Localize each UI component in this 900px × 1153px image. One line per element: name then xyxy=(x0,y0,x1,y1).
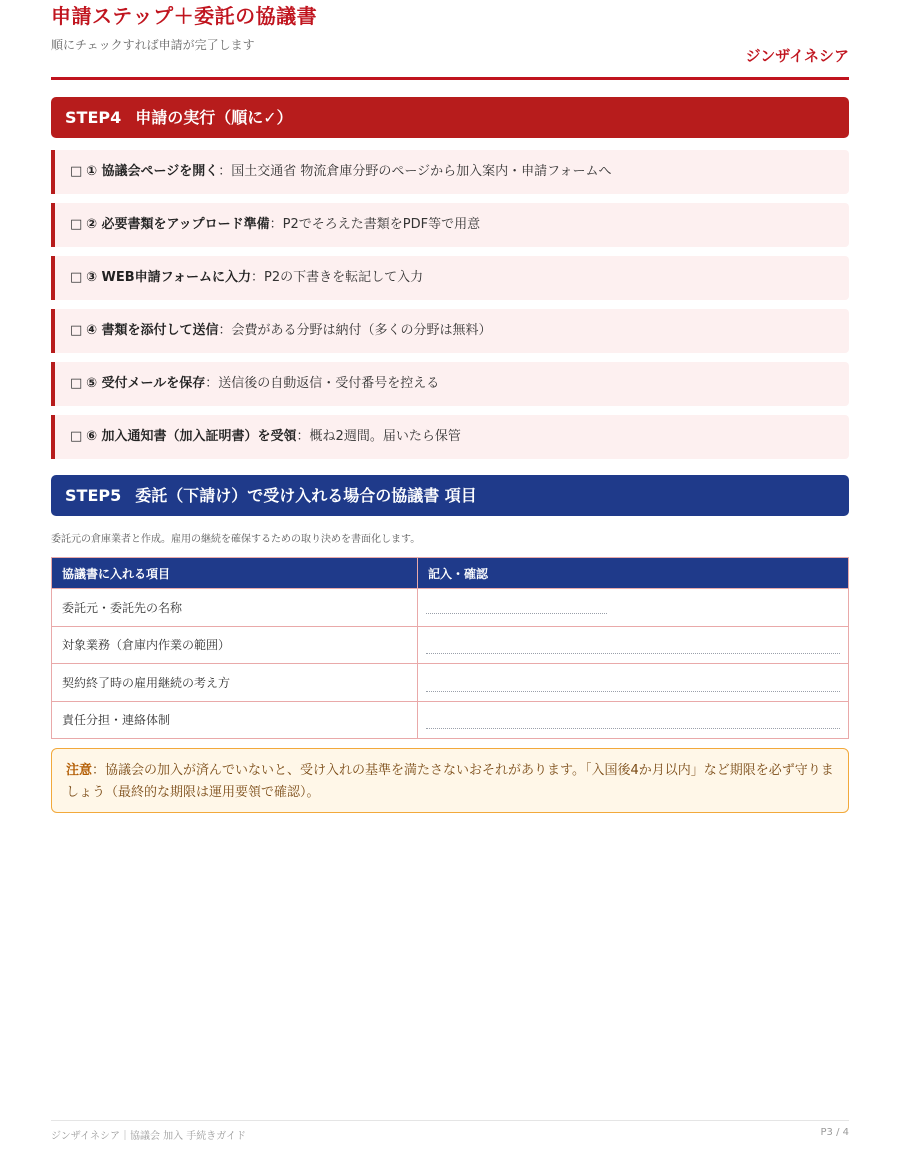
brand-name: ジンザイネシア xyxy=(745,47,849,65)
checkbox-icon[interactable]: □ xyxy=(70,376,83,391)
checklist-item-text: ：P2の下書きを転記して入力 xyxy=(251,270,424,285)
footer-guide-name: ジンザイネシア｜協議会 加入 手続きガイド xyxy=(51,1131,247,1142)
checklist-item-lead: ④ 書類を添付して送信 xyxy=(86,323,219,338)
caution-text: ：協議会の加入が済んでいないと、受け入れの基準を満たさないおそれがあります。「入国後4か月以内」など期限を必ず守りましょう（最終的な期限は運用要領で確認）。 xyxy=(66,763,834,800)
table-cell-entry[interactable] xyxy=(418,664,849,702)
checklist-item-receive-notice[interactable] xyxy=(51,415,849,459)
checklist-item-text: ：概ね2週間。届いたら保管 xyxy=(296,429,461,444)
step4-title: 申請の実行（順に✓） xyxy=(135,108,293,127)
table-cell-entry[interactable] xyxy=(418,589,849,627)
table-header-row xyxy=(52,558,849,589)
step5-title: 委託（下請け）で受け入れる場合の協議書 項目 xyxy=(135,486,477,505)
checklist-item-text: ：送信後の自動返信・受付番号を控える xyxy=(205,376,440,391)
table-cell-item: 責任分担・連絡体制 xyxy=(52,701,418,739)
caution-label: 注意 xyxy=(66,763,93,778)
step5-label: STEP5 xyxy=(65,486,122,505)
table-row xyxy=(52,589,849,627)
checkbox-icon[interactable]: □ xyxy=(70,217,83,232)
column-header-item: 協議書に入れる項目 xyxy=(52,558,418,589)
page-title: 申請ステップ＋委託の協議書 xyxy=(51,4,318,28)
checklist-item-lead: ⑥ 加入通知書（加入証明書）を受領 xyxy=(86,429,297,444)
table-cell-item: 委託元・委託先の名称 xyxy=(52,589,418,627)
page-subtitle: 順にチェックすれば申請が完了します xyxy=(51,38,255,52)
checklist-item-text: ：P2でそろえた書類をPDF等で用意 xyxy=(269,217,481,232)
fill-line xyxy=(426,653,840,654)
table-row xyxy=(52,626,849,664)
checkbox-icon[interactable]: □ xyxy=(70,270,83,285)
page-header xyxy=(51,0,849,80)
agreement-table xyxy=(51,557,849,739)
step4-label: STEP4 xyxy=(65,108,122,127)
checkbox-icon[interactable]: □ xyxy=(70,429,83,444)
checklist-item-open-page[interactable] xyxy=(51,150,849,194)
caution-note xyxy=(51,748,849,813)
checklist-item-text: ：会費がある分野は納付（多くの分野は無料） xyxy=(218,323,492,338)
table-row xyxy=(52,664,849,702)
table-cell-entry[interactable] xyxy=(418,626,849,664)
fill-line xyxy=(426,691,840,692)
table-row xyxy=(52,701,849,739)
checklist-item-web-form[interactable] xyxy=(51,256,849,300)
column-header-entry: 記入・確認 xyxy=(418,558,849,589)
table-cell-item: 契約終了時の雇用継続の考え方 xyxy=(52,664,418,702)
checkbox-icon[interactable]: □ xyxy=(70,323,83,338)
step4-checklist xyxy=(51,150,849,468)
checklist-item-attach-send[interactable] xyxy=(51,309,849,353)
checklist-item-text: ：国土交通省 物流倉庫分野のページから加入案内・申請フォームへ xyxy=(218,164,612,179)
checklist-item-prepare-upload[interactable] xyxy=(51,203,849,247)
fill-line xyxy=(426,728,840,729)
checklist-item-lead: ③ WEB申請フォームに入力 xyxy=(86,270,252,285)
checklist-item-lead: ① 協議会ページを開く xyxy=(86,164,219,179)
table-cell-item: 対象業務（倉庫内作業の範囲） xyxy=(52,626,418,664)
footer-divider xyxy=(51,1120,849,1121)
fill-line xyxy=(426,613,607,614)
table-cell-entry[interactable] xyxy=(418,701,849,739)
step4-banner xyxy=(51,97,849,138)
checklist-item-lead: ⑤ 受付メールを保存 xyxy=(86,376,206,391)
page-number: P3 / 4 xyxy=(820,1127,849,1138)
checklist-item-lead: ② 必要書類をアップロード準備 xyxy=(86,217,270,232)
step5-description: 委託元の倉庫業者と作成。雇用の継続を確保するための取り決めを書面化します。 xyxy=(51,534,421,545)
step5-banner xyxy=(51,475,849,516)
checklist-item-save-email[interactable] xyxy=(51,362,849,406)
header-divider xyxy=(51,77,849,80)
checkbox-icon[interactable]: □ xyxy=(70,164,83,179)
